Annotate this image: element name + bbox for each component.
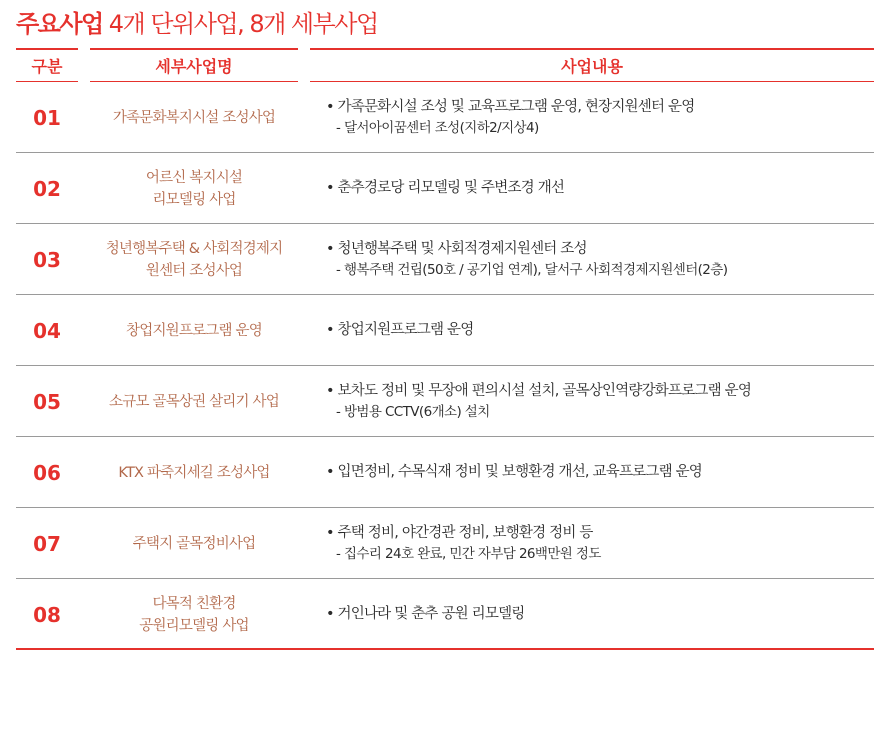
title-strong: 주요사업: [16, 10, 103, 38]
content-bullet: • 주택 정비, 야간경관 정비, 보행환경 정비 등: [326, 525, 593, 541]
header-gubun: 구분: [16, 48, 78, 82]
row-number: 07: [33, 531, 61, 556]
project-content: [326, 381, 874, 422]
project-content: [326, 523, 874, 564]
project-name: 소규모 골목상권 살리기 사업: [109, 393, 279, 410]
table-row: [16, 153, 874, 224]
row-number: 02: [33, 176, 61, 201]
table-body: [16, 82, 874, 650]
project-name: 주택지 골목정비사업: [132, 535, 256, 552]
project-content: [326, 604, 874, 625]
content-bullet: • 보차도 정비 및 무장애 편의시설 설치, 골목상인역량강화프로그램 운영: [326, 383, 752, 399]
project-content: [326, 239, 874, 280]
content-bullet: • 춘추경로당 리모델링 및 주변조경 개선: [326, 180, 565, 196]
content-bullet: • 입면정비, 수목식재 정비 및 보행환경 개선, 교육프로그램 운영: [326, 464, 703, 480]
project-content: [326, 97, 874, 138]
table-row: [16, 366, 874, 437]
row-number: 06: [33, 460, 61, 485]
table-row: [16, 437, 874, 508]
content-bullet: • 청년행복주택 및 사회적경제지원센터 조성: [326, 241, 587, 257]
row-number: 03: [33, 247, 61, 272]
title-subtitle: 4개 단위사업, 8개 세부사업: [108, 10, 378, 38]
table-header: [16, 48, 874, 82]
project-name: 다목적 친환경 공원리모델링 사업: [139, 595, 249, 634]
content-sub-item: - 집수리 24호 완료, 민간 자부담 26백만원 정도: [336, 546, 601, 562]
header-content: 사업내용: [310, 48, 874, 82]
content-bullet: • 가족문화시설 조성 및 교육프로그램 운영, 현장지원센터 운영: [326, 99, 695, 115]
content-sub-item: - 방범용 CCTV(6개소) 설치: [336, 404, 490, 420]
table-row: [16, 295, 874, 366]
content-sub-item: - 달서아이꿈센터 조성(지하2/지상4): [336, 120, 539, 136]
row-divider: [16, 648, 874, 650]
project-name: KTX 파죽지세길 조성사업: [118, 464, 270, 481]
project-name: 창업지원프로그램 운영: [126, 322, 262, 339]
table-row: [16, 82, 874, 153]
row-number: 08: [33, 602, 61, 627]
row-number: 01: [33, 105, 61, 130]
page-title: [16, 4, 378, 42]
project-name: 청년행복주택 & 사회적경제지 원센터 조성사업: [105, 240, 283, 279]
project-name: 가족문화복지시설 조성사업: [112, 109, 276, 126]
header-name: 세부사업명: [90, 48, 298, 82]
project-content: [326, 320, 874, 341]
project-content: [326, 462, 874, 483]
row-number: 05: [33, 389, 61, 414]
row-number: 04: [33, 318, 61, 343]
table-row: [16, 224, 874, 295]
content-sub-item: - 행복주택 건립(50호 / 공기업 연계), 달서구 사회적경제지원센터(2층): [336, 262, 728, 278]
project-content: [326, 178, 874, 199]
table-row: [16, 508, 874, 579]
table-row: [16, 579, 874, 650]
content-bullet: • 거인나라 및 춘추 공원 리모델링: [326, 606, 525, 622]
project-name: 어르신 복지시설 리모델링 사업: [145, 169, 243, 208]
content-bullet: • 창업지원프로그램 운영: [326, 322, 474, 338]
project-table: [16, 48, 874, 650]
